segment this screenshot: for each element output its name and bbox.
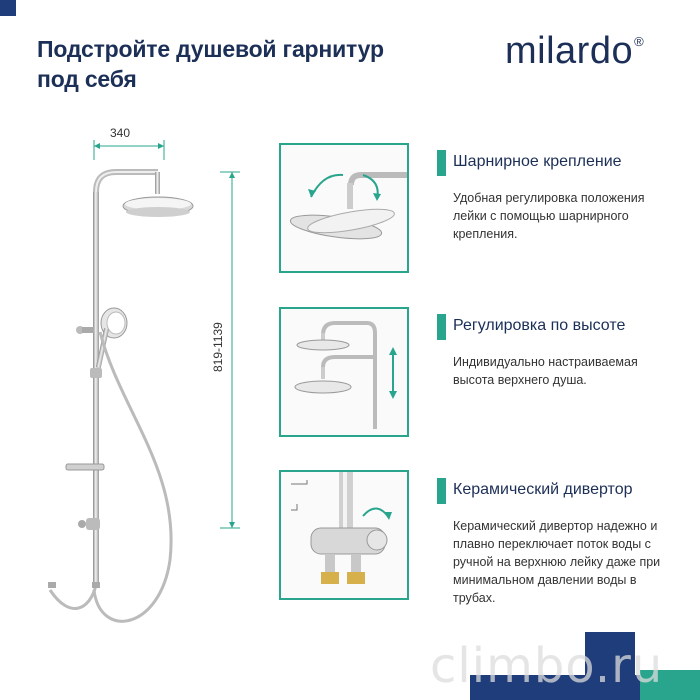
feature-title-diverter: Керамический дивертор	[453, 481, 633, 498]
ceramic-diverter-thumbnail	[279, 470, 409, 600]
height-adjust-thumbnail	[279, 307, 409, 437]
page-title	[37, 34, 384, 94]
shower-set-illustration	[30, 120, 260, 640]
feature-title-swivel: Шарнирное крепление	[453, 153, 622, 170]
brand-logo	[505, 30, 644, 73]
feature-text-swivel: Удобная регулировка положения лейки с помощью шарнирного крепления.	[453, 191, 645, 241]
corner-decoration	[0, 0, 16, 16]
feature-title-height: Регулировка по высоте	[453, 317, 626, 334]
feature-text-diverter: Керамический дивертор надежно и плавно переключает поток воды с ручной на верхнюю лейку даже при минимальном давлении воды в трубах.	[453, 519, 661, 605]
logo-registered-mark: ®	[634, 34, 645, 49]
dimension-width-label: 340	[110, 126, 131, 140]
swivel-joint-thumbnail	[279, 143, 409, 273]
dimension-height-label: 819-1139	[211, 322, 225, 372]
feature-marker	[437, 150, 446, 176]
feature-text-height: Индивидуально настраиваемая высота верхнего душа.	[453, 355, 638, 387]
title-line-1: Подстройте душевой гарнитур	[37, 36, 384, 62]
feature-marker	[437, 314, 446, 340]
logo-text: milardo	[505, 30, 634, 72]
feature-marker	[437, 478, 446, 504]
watermark-text: climbo.ru	[430, 638, 664, 694]
title-line-2: под себя	[37, 66, 137, 92]
